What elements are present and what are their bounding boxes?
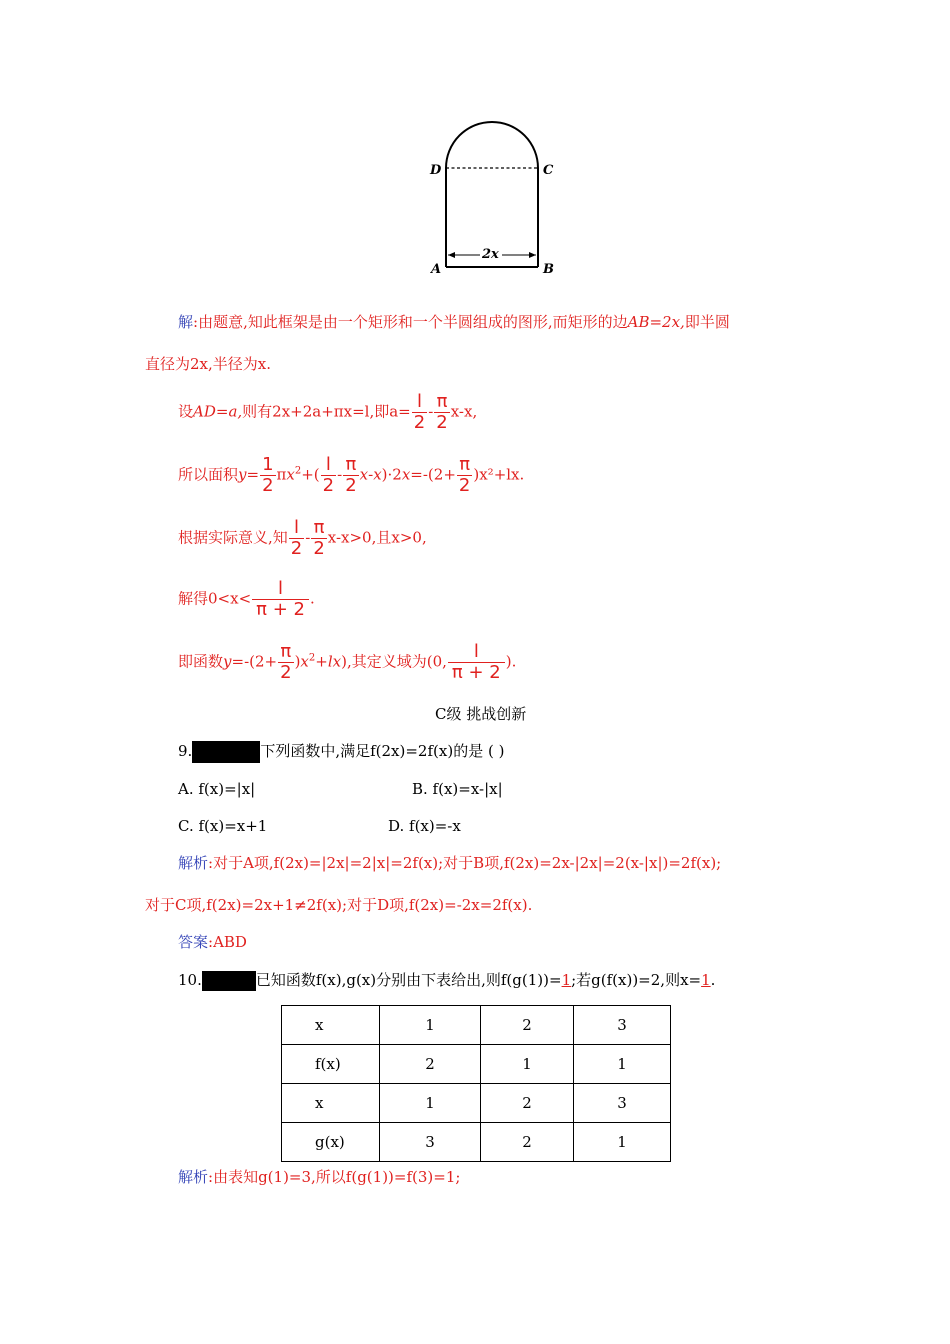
arrow-left xyxy=(448,252,455,258)
arrow-right xyxy=(529,252,536,258)
option-b: B. f(x)=x-|x| xyxy=(412,780,503,798)
section-title: C级 挑战创新 xyxy=(435,705,527,723)
analysis-label: 解析 xyxy=(178,1168,209,1186)
option-a: A. f(x)=|x| xyxy=(178,780,256,798)
answer-label: 答案 xyxy=(178,933,209,951)
q10-analysis: 解析:由表知g(1)=3,所以f(g(1))=f(3)=1; xyxy=(178,1168,461,1186)
solution-line-1: 解:由题意,知此框架是由一个矩形和一个半圆组成的图形,而矩形的边AB=2x,即半圆 xyxy=(178,313,730,331)
label-A: A xyxy=(431,262,442,277)
label-2x: 2x xyxy=(482,247,499,262)
fraction-l-over-pi-plus-2: $\frac{l}{\pi + 2}$ xyxy=(252,579,309,620)
fraction-l-over-2: $\frac{l}{2}$ xyxy=(413,391,426,433)
solution-line-7: 即函数y=-(2+ $\frac{\pi}{2}$ )$x^2+lx$),其定义域为(0, $\frac{l}{\pi + 2}$ ). xyxy=(178,641,517,683)
q9-answer: 答案:ABD xyxy=(178,933,247,951)
analysis-label: 解析 xyxy=(178,854,209,872)
solution-line-4: 所以面积y= $\frac{1}{2}$ $\pi x^2+$( $\frac{l}{2}$ - $\frac{\pi}{2}$ x-x)·2x=-(2+ $\frac{\pi}{2}$ )x²+lx. xyxy=(178,454,525,496)
fraction-pi-over-2: $\frac{\pi}{2}$ xyxy=(280,641,292,683)
table-row: x 1 2 3 xyxy=(282,1006,671,1045)
function-table xyxy=(281,1005,671,1162)
redacted-block xyxy=(192,741,260,763)
q9-analysis-line-2: 对于C项,f(2x)=2x+1≠2f(x);对于D项,f(2x)=-2x=2f(x). xyxy=(145,896,533,914)
table-row: f(x) 2 1 1 xyxy=(282,1045,671,1084)
solution-line-3: 设AD=a,则有2x+2a+πx=l,即a= $\frac{l}{2}$ - $\frac{\pi}{2}$ x-x, xyxy=(178,391,478,433)
semicircle-top xyxy=(446,122,538,168)
question-9-stem: 9. 下列函数中,满足f(2x)=2f(x)的是 ( ) xyxy=(178,741,504,763)
solution-line-5: 根据实际意义,知 $\frac{l}{2}$ - $\frac{\pi}{2}$ x-x>0,且x>0, xyxy=(178,517,427,559)
fraction-one-half: $\frac{1}{2}$ xyxy=(262,454,274,496)
blank-answer-1: 1 xyxy=(561,971,572,989)
fraction-pi-over-2: $\frac{\pi}{2}$ xyxy=(436,391,448,433)
table-row: g(x) 3 2 1 xyxy=(282,1123,671,1162)
fraction-l-over-2: $\frac{l}{2}$ xyxy=(290,517,303,559)
label-C: C xyxy=(543,163,554,178)
q9-analysis-line-1: 解析:对于A项,f(2x)=|2x|=2|x|=2f(x);对于B项,f(2x)=2x-|2x|=2(x-|x|)=2f(x); xyxy=(178,854,722,872)
label-B: B xyxy=(543,262,554,277)
redacted-block xyxy=(202,971,256,991)
label-D: D xyxy=(430,163,442,178)
fraction-pi-over-2: $\frac{\pi}{2}$ xyxy=(345,454,357,496)
option-c: C. f(x)=x+1 xyxy=(178,817,268,835)
fraction-pi-over-2: $\frac{\pi}{2}$ xyxy=(458,454,471,496)
question-10-stem: 10. 已知函数f(x),g(x)分别由下表给出,则f(g(1))=1;若g(f(x))=2,则x=1. xyxy=(178,971,716,989)
frame-figure xyxy=(420,115,570,285)
option-d: D. f(x)=-x xyxy=(388,817,461,835)
solution-line-2: 直径为2x,半径为x. xyxy=(145,355,271,373)
table-row: x 1 2 3 xyxy=(282,1084,671,1123)
fraction-l-over-2: $\frac{l}{2}$ xyxy=(322,454,335,496)
blank-answer-2: 1 xyxy=(701,971,711,989)
solution-label: 解 xyxy=(178,313,194,331)
fraction-l-over-pi-plus-2: $\frac{l}{\pi + 2}$ xyxy=(448,642,505,683)
fraction-pi-over-2: $\frac{\pi}{2}$ xyxy=(313,517,325,559)
solution-line-6: 解得0<x< $\frac{l}{\pi + 2}$ . xyxy=(178,578,315,620)
